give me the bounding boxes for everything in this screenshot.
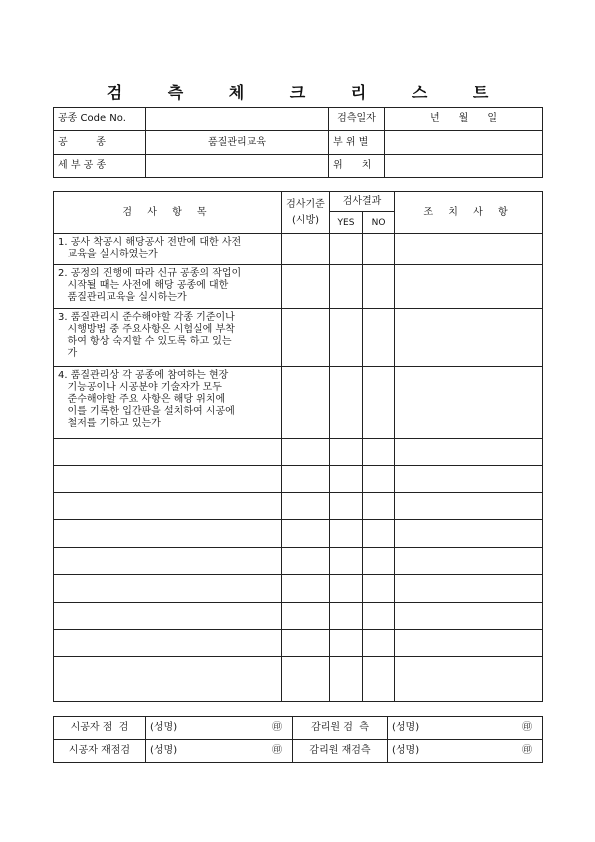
item-line: 준수해야할 주요 사항은 해당 위치에: [58, 394, 226, 405]
name-placeholder: (성명): [150, 722, 178, 733]
standard-cell[interactable]: [282, 234, 330, 265]
action-cell[interactable]: [395, 603, 543, 630]
item-line: 시작될 때는 사전에 해당 공종에 대한: [58, 280, 229, 291]
work-field[interactable]: 품질관리교육: [146, 131, 329, 155]
location-field[interactable]: [385, 155, 543, 178]
col-header-standard: [282, 192, 330, 234]
no-checkbox[interactable]: [363, 548, 395, 575]
code-field[interactable]: [146, 108, 329, 131]
seal-icon: ㊞: [272, 722, 282, 733]
yes-checkbox[interactable]: [330, 439, 363, 466]
yes-checkbox[interactable]: [330, 603, 363, 630]
empty-row: [54, 630, 543, 657]
yes-checkbox[interactable]: [330, 493, 363, 520]
item-cell[interactable]: [54, 630, 282, 657]
item-line: 3. 품질관리시 준수해야할 각종 기준이나: [58, 312, 235, 323]
standard-cell[interactable]: [282, 367, 330, 439]
seal-icon: ㊞: [522, 722, 532, 733]
action-cell[interactable]: [395, 548, 543, 575]
supervisor-inspect-label: 감리원 검 측: [293, 717, 388, 740]
yes-checkbox[interactable]: [330, 367, 363, 439]
item-line: 시행방법 중 주요사항은 시험실에 부착: [58, 324, 235, 335]
no-checkbox[interactable]: [363, 265, 395, 309]
standard-cell[interactable]: [282, 309, 330, 367]
table-row: [54, 234, 543, 265]
part-field[interactable]: [385, 131, 543, 155]
seal-icon: ㊞: [272, 745, 282, 756]
action-cell[interactable]: [395, 265, 543, 309]
checklist-table: [53, 191, 543, 702]
col-header-standard-line1: 검사기준: [286, 198, 325, 210]
standard-cell[interactable]: [282, 657, 330, 702]
no-checkbox[interactable]: [363, 367, 395, 439]
standard-cell[interactable]: [282, 466, 330, 493]
action-cell[interactable]: [395, 309, 543, 367]
seal-icon: ㊞: [522, 745, 532, 756]
standard-cell[interactable]: [282, 439, 330, 466]
item-line: 4. 품질관리상 각 공종에 참여하는 현장: [58, 370, 229, 381]
supervisor-reinspect-label: 감리원 재검측: [293, 740, 388, 763]
supervisor-reinspect-signature[interactable]: [388, 740, 543, 763]
name-placeholder: (성명): [150, 745, 178, 756]
empty-row: [54, 603, 543, 630]
contractor-reinspect-signature[interactable]: [146, 740, 293, 763]
supervisor-inspect-signature[interactable]: [388, 717, 543, 740]
empty-row: [54, 520, 543, 548]
empty-row: [54, 548, 543, 575]
yes-checkbox[interactable]: [330, 265, 363, 309]
action-cell[interactable]: [395, 630, 543, 657]
empty-row: [54, 466, 543, 493]
yes-checkbox[interactable]: [330, 466, 363, 493]
item-cell[interactable]: [54, 520, 282, 548]
col-header-item: 검 사 항 목: [54, 192, 282, 234]
no-checkbox[interactable]: [363, 520, 395, 548]
yes-checkbox[interactable]: [330, 309, 363, 367]
item-line: 가: [58, 348, 78, 359]
work-label: 공 종: [54, 131, 146, 155]
no-checkbox[interactable]: [363, 439, 395, 466]
yes-checkbox[interactable]: [330, 657, 363, 702]
check-item-3: [54, 309, 282, 367]
no-checkbox[interactable]: [363, 657, 395, 702]
standard-cell[interactable]: [282, 548, 330, 575]
standard-cell[interactable]: [282, 630, 330, 657]
contractor-reinspect-label: 시공자 재점검: [54, 740, 146, 763]
item-cell[interactable]: [54, 657, 282, 702]
standard-cell[interactable]: [282, 520, 330, 548]
empty-row: [54, 657, 543, 702]
yes-checkbox[interactable]: [330, 575, 363, 603]
no-checkbox[interactable]: [363, 466, 395, 493]
no-checkbox[interactable]: [363, 309, 395, 367]
header-table: [53, 107, 543, 178]
subwork-field[interactable]: [146, 155, 329, 178]
item-cell[interactable]: [54, 466, 282, 493]
action-cell[interactable]: [395, 439, 543, 466]
item-cell[interactable]: [54, 493, 282, 520]
check-item-1: [54, 234, 282, 265]
yes-checkbox[interactable]: [330, 630, 363, 657]
check-item-4: [54, 367, 282, 439]
item-cell[interactable]: [54, 548, 282, 575]
no-checkbox[interactable]: [363, 493, 395, 520]
action-cell[interactable]: [395, 367, 543, 439]
standard-cell[interactable]: [282, 575, 330, 603]
empty-row: [54, 575, 543, 603]
no-checkbox[interactable]: [363, 603, 395, 630]
item-cell[interactable]: [54, 439, 282, 466]
col-header-yes: YES: [330, 212, 363, 234]
check-item-2: [54, 265, 282, 309]
item-line: 철저를 기하고 있는가: [58, 418, 161, 429]
name-placeholder: (성명): [392, 745, 420, 756]
item-line: 2. 공정의 진행에 따라 신규 공종의 작업이: [58, 268, 242, 279]
yes-checkbox[interactable]: [330, 520, 363, 548]
standard-cell[interactable]: [282, 603, 330, 630]
col-header-no: NO: [363, 212, 395, 234]
signature-table: [53, 716, 543, 763]
col-header-result: 검사결과: [330, 192, 395, 212]
table-row: [54, 367, 543, 439]
action-cell[interactable]: [395, 520, 543, 548]
contractor-inspect-signature[interactable]: [146, 717, 293, 740]
subwork-label: 세 부 공 종: [54, 155, 146, 178]
col-header-standard-line2: (시방): [291, 214, 320, 226]
item-line: 교육을 실시하였는가: [58, 249, 158, 260]
item-cell[interactable]: [54, 575, 282, 603]
name-placeholder: (성명): [392, 722, 420, 733]
date-field[interactable]: 년 월 일: [385, 108, 543, 131]
part-label: 부 위 별: [329, 131, 385, 155]
table-row: [54, 309, 543, 367]
action-cell[interactable]: [395, 466, 543, 493]
contractor-inspect-label: 시공자 점 검: [54, 717, 146, 740]
no-checkbox[interactable]: [363, 630, 395, 657]
page-title: 검 측 체 크 리 스 트: [106, 83, 509, 102]
date-label: 검측일자: [329, 108, 385, 131]
standard-cell[interactable]: [282, 493, 330, 520]
standard-cell[interactable]: [282, 265, 330, 309]
yes-checkbox[interactable]: [330, 548, 363, 575]
item-line: 품질관리교육을 실시하는가: [58, 292, 187, 303]
empty-row: [54, 439, 543, 466]
empty-row: [54, 493, 543, 520]
item-line: 하여 항상 숙지할 수 있도록 하고 있는: [58, 336, 232, 347]
action-cell[interactable]: [395, 234, 543, 265]
item-line: 기능공이나 시공분야 기술자가 모두: [58, 382, 222, 393]
location-label: 위 치: [329, 155, 385, 178]
no-checkbox[interactable]: [363, 575, 395, 603]
item-cell[interactable]: [54, 603, 282, 630]
no-checkbox[interactable]: [363, 234, 395, 265]
action-cell[interactable]: [395, 575, 543, 603]
code-label: 공종 Code No.: [54, 108, 146, 131]
action-cell[interactable]: [395, 657, 543, 702]
item-line: 1. 공사 착공시 해당공사 전반에 대한 사전: [58, 237, 242, 248]
yes-checkbox[interactable]: [330, 234, 363, 265]
table-row: [54, 265, 543, 309]
item-line: 이를 기록한 입간판을 설치하여 시공에: [58, 406, 235, 417]
col-header-action: 조 치 사 항: [395, 192, 543, 234]
action-cell[interactable]: [395, 493, 543, 520]
